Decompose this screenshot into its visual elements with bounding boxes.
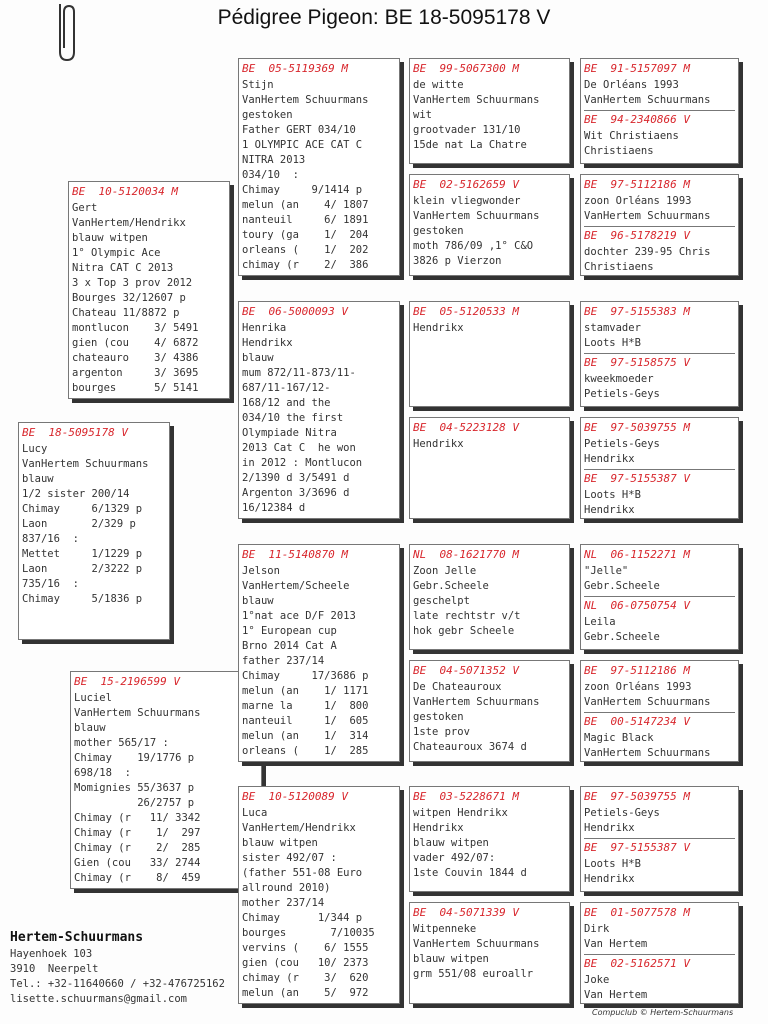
ring-number: BE 97-5155387 V xyxy=(584,472,690,485)
detail-line: Loots H*B xyxy=(584,489,641,501)
ring-number: BE 97-5158575 V xyxy=(584,356,690,369)
detail-line: Hendrikx xyxy=(584,822,635,834)
detail-line: mother 237/14 xyxy=(242,897,325,909)
detail-line: geschelpt xyxy=(413,595,470,607)
detail-line: Mettet 1/1229 p xyxy=(22,548,143,560)
detail-line: vervins ( 6/ 1555 xyxy=(242,942,369,954)
detail-line: klein vliegwonder xyxy=(413,195,521,207)
detail-line: stamvader xyxy=(584,322,641,334)
detail-line: Gebr.Scheele xyxy=(584,631,660,643)
owner-phone: Tel.: +32-11640660 / +32-476725162 xyxy=(10,978,225,990)
subject-card xyxy=(18,422,170,640)
detail-line: Petiels-Geys xyxy=(584,388,660,400)
detail-line: melun (an 1/ 1171 xyxy=(242,685,369,697)
detail-line: zoon Orléans 1993 xyxy=(584,681,692,693)
detail-line: VanHertem Schuurmans xyxy=(584,696,711,708)
ring-number: BE 91-5157097 M xyxy=(584,62,690,75)
detail-line: VanHertem Schuurmans xyxy=(22,458,149,470)
detail-line: Loots H*B xyxy=(584,858,641,870)
detail-line: Chimay (r 8/ 459 xyxy=(74,872,201,884)
detail-line: VanHertem Schuurmans xyxy=(584,747,711,759)
detail-line: Stijn xyxy=(242,79,274,91)
detail-line: 1ste prov xyxy=(413,726,470,738)
detail-line: 698/18 : xyxy=(74,767,131,779)
detail-line: blauw witpen xyxy=(72,232,148,244)
detail-line: VanHertem/Hendrikx xyxy=(72,217,186,229)
detail-line: gien (cou 4/ 6872 xyxy=(72,337,199,349)
detail-line: father 237/14 xyxy=(242,655,325,667)
detail-line: orleans ( 1/ 285 xyxy=(242,745,369,757)
detail-line: Loots H*B xyxy=(584,337,641,349)
detail-line: gestoken xyxy=(413,225,464,237)
detail-line: 034/10 the first xyxy=(242,412,344,424)
detail-line: Joke xyxy=(584,974,610,986)
detail-line: mother 565/17 : xyxy=(74,737,169,749)
owner-name: Hertem-Schuurmans xyxy=(10,930,144,945)
ring-number: BE 04-5223128 V xyxy=(413,421,519,434)
detail-line: nanteuil 1/ 605 xyxy=(242,715,369,727)
detail-line: 034/10 : xyxy=(242,169,299,181)
detail-line: de witte xyxy=(413,79,464,91)
detail-line: 3 x Top 3 prov 2012 xyxy=(72,277,193,289)
detail-line: Lucy xyxy=(22,443,48,455)
ring-number: BE 05-5119369 M xyxy=(242,62,348,75)
ring-number: BE 97-5155383 M xyxy=(584,305,690,318)
hen-section xyxy=(584,838,735,887)
detail-line: Olympiade Nitra xyxy=(242,427,337,439)
great-great-grandparent-pair xyxy=(580,58,739,164)
detail-line: kweekmoeder xyxy=(584,373,654,385)
detail-line: VanHertem Schuurmans xyxy=(584,94,711,106)
detail-line: VanHertem Schuurmans xyxy=(413,94,540,106)
detail-line: NITRA 2013 xyxy=(242,154,306,166)
ring-number: BE 94-2340866 V xyxy=(584,113,690,126)
detail-line: VanHertem/Hendrikx xyxy=(242,822,356,834)
hen-section xyxy=(584,712,735,761)
great-great-grandparent-pair xyxy=(580,417,739,519)
detail-line: 735/16 : xyxy=(22,578,79,590)
ring-number: BE 97-5155387 V xyxy=(584,841,690,854)
hen-section xyxy=(584,110,735,159)
hen-section xyxy=(584,353,735,402)
detail-line: melun (an 5/ 972 xyxy=(242,987,369,999)
detail-line: 1ste Couvin 1844 d xyxy=(413,867,527,879)
detail-line: VanHertem Schuurmans xyxy=(74,707,201,719)
detail-line: chateauro 3/ 4386 xyxy=(72,352,199,364)
owner-info xyxy=(10,929,260,1007)
detail-line: VanHertem/Scheele xyxy=(242,580,350,592)
detail-line: Luciel xyxy=(74,692,112,704)
ring-number: BE 97-5112186 M xyxy=(584,664,690,677)
detail-line: 15de nat La Chatre xyxy=(413,139,527,151)
detail-line: Chimay 1/344 p xyxy=(242,912,363,924)
detail-line: Gert xyxy=(72,202,98,214)
detail-line: nanteuil 6/ 1891 xyxy=(242,214,369,226)
detail-line: Hendrikx xyxy=(584,873,635,885)
ring-number: BE 04-5071339 V xyxy=(413,906,519,919)
great-great-grandparent-pair xyxy=(580,174,739,276)
detail-line: orleans ( 1/ 202 xyxy=(242,244,369,256)
detail-line: montlucon 3/ 5491 xyxy=(72,322,199,334)
detail-line: moth 786/09 ,1° C&O xyxy=(413,240,534,252)
detail-line: Gien (cou 33/ 2744 xyxy=(74,857,201,869)
ring-number: BE 10-5120089 V xyxy=(242,790,348,803)
ring-number: BE 18-5095178 V xyxy=(22,426,128,439)
ring-number: BE 97-5039755 M xyxy=(584,790,690,803)
detail-line: blauw xyxy=(22,473,54,485)
detail-line: Hendrikx xyxy=(584,504,635,516)
detail-line: Chimay 9/1414 p xyxy=(242,184,363,196)
detail-line: Christiaens xyxy=(584,145,654,157)
grandparent-card xyxy=(238,58,400,276)
detail-line: grootvader 131/10 xyxy=(413,124,521,136)
detail-line: blauw witpen xyxy=(242,837,318,849)
ring-number: BE 04-5071352 V xyxy=(413,664,519,677)
detail-line: dochter 239-95 Chris xyxy=(584,246,711,258)
detail-line: Jelson xyxy=(242,565,280,577)
detail-line: Magic Black xyxy=(584,732,654,744)
detail-line: Petiels-Geys xyxy=(584,807,660,819)
detail-line: allround 2010) xyxy=(242,882,331,894)
detail-line: (father 551-08 Euro xyxy=(242,867,363,879)
great-grandparent-card xyxy=(409,544,570,650)
detail-line: Momignies 55/3637 p xyxy=(74,782,195,794)
owner-address: Hayenhoek 103 xyxy=(10,948,93,960)
detail-line: Chateauroux 3674 d xyxy=(413,741,527,753)
detail-line: Hendrikx xyxy=(413,822,464,834)
grandparent-card xyxy=(238,544,400,762)
detail-line: Henrika xyxy=(242,322,287,334)
detail-line: Chimay (r 1/ 297 xyxy=(74,827,201,839)
detail-line: Father GERT 034/10 xyxy=(242,124,356,136)
ring-number: BE 02-5162659 V xyxy=(413,178,519,191)
hen-section xyxy=(584,954,735,1003)
detail-line: Chimay (r 11/ 3342 xyxy=(74,812,201,824)
ring-number: NL 06-1152271 M xyxy=(584,548,690,561)
detail-line: 26/2757 p xyxy=(74,797,195,809)
detail-line: Brno 2014 Cat A xyxy=(242,640,337,652)
great-great-grandparent-pair xyxy=(580,902,739,1004)
detail-line: chimay (r 2/ 386 xyxy=(242,259,369,271)
detail-line: 1°nat ace D/F 2013 xyxy=(242,610,356,622)
great-grandparent-card xyxy=(409,301,570,407)
detail-line: Hendrikx xyxy=(242,337,293,349)
detail-line: Zoon Jelle xyxy=(413,565,477,577)
ring-number: NL 06-0750754 V xyxy=(584,599,690,612)
detail-line: gestoken xyxy=(242,109,293,121)
detail-line: in 2012 : Montlucon xyxy=(242,457,363,469)
detail-line: chimay (r 3/ 620 xyxy=(242,972,369,984)
great-grandparent-card xyxy=(409,58,570,164)
detail-line: 837/16 : xyxy=(22,533,79,545)
detail-line: late rechtstr v/t xyxy=(413,610,521,622)
detail-line: Wit Christiaens xyxy=(584,130,679,142)
detail-line: VanHertem Schuurmans xyxy=(413,210,540,222)
detail-line: Bourges 32/12607 p xyxy=(72,292,186,304)
detail-line: Chimay (r 2/ 285 xyxy=(74,842,201,854)
detail-line: Dirk xyxy=(584,923,610,935)
detail-line: witpen Hendrikx xyxy=(413,807,508,819)
detail-line: Petiels-Geys xyxy=(584,438,660,450)
great-grandparent-card xyxy=(409,417,570,519)
detail-line: Chimay 19/1776 p xyxy=(74,752,195,764)
ring-number: BE 96-5178219 V xyxy=(584,229,690,242)
detail-line: blauw witpen xyxy=(413,837,489,849)
detail-line: bourges 7/10035 xyxy=(242,927,375,939)
ring-number: BE 05-5120533 M xyxy=(413,305,519,318)
detail-line: Van Hertem xyxy=(584,938,648,950)
detail-line: blauw xyxy=(74,722,106,734)
detail-line: hok gebr Scheele xyxy=(413,625,515,637)
detail-line: grm 551/08 euroallr xyxy=(413,968,534,980)
detail-line: Chimay 5/1836 p xyxy=(22,593,143,605)
ring-number: BE 02-5162571 V xyxy=(584,957,690,970)
ring-number: BE 06-5000093 V xyxy=(242,305,348,318)
detail-line: 16/12384 d xyxy=(242,502,306,514)
detail-line: Argenton 3/3696 d xyxy=(242,487,350,499)
detail-line: blauw xyxy=(242,352,274,364)
subject-details xyxy=(22,442,166,607)
detail-line: De Orléans 1993 xyxy=(584,79,679,91)
detail-line: VanHertem Schuurmans xyxy=(242,94,369,106)
owner-email[interactable]: lisette.schuurmans@gmail.com xyxy=(10,993,188,1005)
great-great-grandparent-pair xyxy=(580,301,739,407)
great-great-grandparent-pair xyxy=(580,660,739,762)
owner-city: 3910 Neerpelt xyxy=(10,963,99,975)
ring-number: BE 03-5228671 M xyxy=(413,790,519,803)
hen-section xyxy=(584,226,735,275)
detail-line: 687/11-167/12- xyxy=(242,382,331,394)
detail-line: sister 492/07 : xyxy=(242,852,337,864)
great-grandparent-card xyxy=(409,902,570,1004)
detail-line: Hendrikx xyxy=(413,322,464,334)
detail-line: Chateau 11/8872 p xyxy=(72,307,180,319)
detail-line: wit xyxy=(413,109,432,121)
detail-line: 1° Olympic Ace xyxy=(72,247,161,259)
detail-line: marne la 1/ 800 xyxy=(242,700,369,712)
detail-line: zoon Orléans 1993 xyxy=(584,195,692,207)
ring-number: BE 01-5077578 M xyxy=(584,906,690,919)
detail-line: Hendrikx xyxy=(584,453,635,465)
detail-line: melun (an 4/ 1807 xyxy=(242,199,369,211)
detail-line: 2/1390 d 3/5491 d xyxy=(242,472,350,484)
detail-line: argenton 3/ 3695 xyxy=(72,367,199,379)
detail-line: toury (ga 1/ 204 xyxy=(242,229,369,241)
ring-number: BE 10-5120034 M xyxy=(72,185,178,198)
detail-line: blauw witpen xyxy=(413,953,489,965)
detail-line: De Chateauroux xyxy=(413,681,502,693)
great-grandparent-card xyxy=(409,174,570,276)
great-great-grandparent-pair xyxy=(580,786,739,892)
ring-number: BE 97-5039755 M xyxy=(584,421,690,434)
detail-line: 2013 Cat C he won xyxy=(242,442,356,454)
detail-line: Van Hertem xyxy=(584,989,648,1001)
detail-line: Witpenneke xyxy=(413,923,477,935)
great-grandparent-card xyxy=(409,660,570,762)
ring-number: BE 99-5067300 M xyxy=(413,62,519,75)
detail-line: Hendrikx xyxy=(413,438,464,450)
detail-line: VanHertem Schuurmans xyxy=(584,210,711,222)
detail-line: Chimay 6/1329 p xyxy=(22,503,143,515)
detail-line: 3826 p Vierzon xyxy=(413,255,502,267)
page-title: Pédigree Pigeon: BE 18-5095178 V xyxy=(217,6,551,29)
detail-line: Laon 2/3222 p xyxy=(22,563,143,575)
ring-number: BE 97-5112186 M xyxy=(584,178,690,191)
detail-line: Luca xyxy=(242,807,268,819)
detail-line: Leila xyxy=(584,616,616,628)
detail-line: Laon 2/329 p xyxy=(22,518,136,530)
detail-line: Gebr.Scheele xyxy=(584,580,660,592)
hen-section xyxy=(584,596,735,645)
detail-line: 1° European cup xyxy=(242,625,337,637)
hen-section xyxy=(584,469,735,518)
detail-line: VanHertem Schuurmans xyxy=(413,696,540,708)
ring-number: BE 00-5147234 V xyxy=(584,715,690,728)
ring-number: BE 11-5140870 M xyxy=(242,548,348,561)
detail-line: Christiaens xyxy=(584,261,654,273)
detail-line: Chimay 17/3686 p xyxy=(242,670,369,682)
detail-line: 168/12 and the xyxy=(242,397,331,409)
detail-line: blauw xyxy=(242,595,274,607)
detail-line: Gebr.Scheele xyxy=(413,580,489,592)
great-great-grandparent-pair xyxy=(580,544,739,650)
father-card xyxy=(68,181,230,399)
detail-line: vader 492/07: xyxy=(413,852,496,864)
detail-line: gestoken xyxy=(413,711,464,723)
ring-number: BE 15-2196599 V xyxy=(74,675,180,688)
detail-line: VanHertem Schuurmans xyxy=(413,938,540,950)
detail-line: mum 872/11-873/11- xyxy=(242,367,356,379)
detail-line: bourges 5/ 5141 xyxy=(72,382,199,394)
detail-line: melun (an 1/ 314 xyxy=(242,730,369,742)
ring-number: NL 08-1621770 M xyxy=(413,548,519,561)
detail-line: 1/2 sister 200/14 xyxy=(22,488,130,500)
great-grandparent-card xyxy=(409,786,570,892)
detail-line: gien (cou 10/ 2373 xyxy=(242,957,369,969)
mother-card xyxy=(70,671,262,889)
detail-line: "Jelle" xyxy=(584,565,629,577)
grandparent-card xyxy=(238,786,400,1004)
footer-credit: Compuclub © Hertem-Schuurmans xyxy=(592,1008,734,1017)
detail-line: 1 OLYMPIC ACE CAT C xyxy=(242,139,363,151)
detail-line: Nitra CAT C 2013 xyxy=(72,262,174,274)
grandparent-card xyxy=(238,301,400,519)
